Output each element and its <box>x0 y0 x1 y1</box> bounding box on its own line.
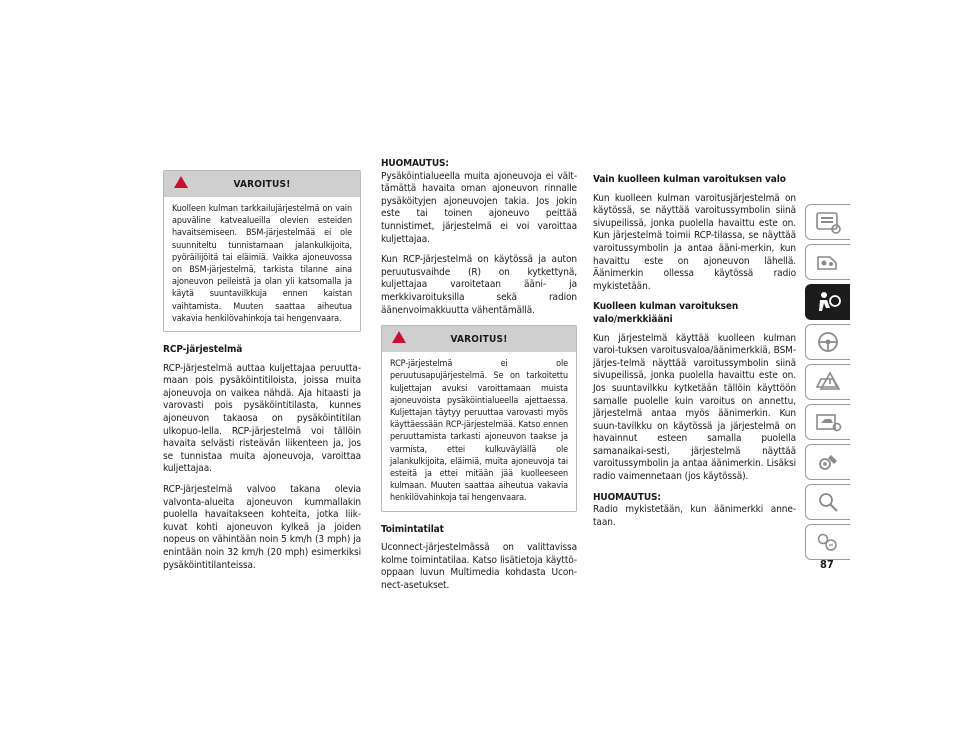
tab-driving[interactable] <box>805 324 850 360</box>
rcp-paragraph-2: RCP-järjestelmä valvoo takana olevia valvonta-alueita ajoneuvon kummallakin puolella havaitakseen kohteita, jotka liik-kuvat kohti ajoneuvon kylkeä ja joiden nopeus on vähintään noin 5 km/h (3 mph) ja enintään noin 32 km/h (20 mph) esimerkiksi pysäköintitilanteissa. <box>163 483 361 571</box>
column-middle <box>381 158 577 601</box>
tab-car-info[interactable] <box>805 204 850 240</box>
note-text: Radio mykistetään, kun äänimerkki anne-taan. <box>593 504 796 528</box>
column-left <box>163 170 361 580</box>
warning-text: Kuolleen kulman tarkkailujärjestelmä on vain apuväline katvealueilla olevien esteiden havaitsemiseen. BSM-järjestelmää ei ole suunniteltu tunnistamaan jalankulkijoita, pyöräilijöitä tai eläimiä. Vaikka ajoneuvossa on BSM-järjestelmä, tarkista tilanne aina ajoneuvon peileistä ja olan yli katsomalla ja käytä suuntavilkkuja ennen kaistan vaihtamista. Muuten saattaa aiheutua vakavia henkilövahinkoja tai hengenvaara. <box>172 204 352 324</box>
tab-search[interactable] <box>805 484 850 520</box>
blind-spot-chime-heading: Kuolleen kulman varoituksen valo/merkkiääni <box>593 301 739 325</box>
warning-body <box>164 197 360 331</box>
tab-emergency[interactable] <box>805 364 850 400</box>
rcp-paragraph-1: RCP-järjestelmä auttaa kuljettajaa peruutta-maan pois pysäköintitiloista, joissa muita ajoneuvoja on vaikea nähdä. Aja hitaasti ja varovasti pois pysäköintitilasta, kunnes ajoneuvon takaosa on pysäköintitilan ulkopuo-lella. RCP-järjestelmä voi tällöin havaita selvästi risteävän liikenteen ja, jos se tunnistaa muita ajoneuvoja, varoittaa kuljettajaa. <box>163 362 361 475</box>
warning-title: VAROITUS! <box>450 333 508 345</box>
warning-text: RCP-järjestelmä ei ole peruutusapujärjestelmä. Se on tarkoitettu kuljettajan avuksi varoittamaan muista ajoneuvoista pysäköintialueella ajettaessa. Kuljettajan täytyy peruuttaa varovasti myös käyttäessään RCP-järjestelmää. Katso ennen peruuttamista tarkasti ajoneuvon taakse ja varmista, ettei kulkuväylällä ole jalankulkijoita, eläimiä, muita ajoneuvoja tai esteitä ja ettei mitään jää kuolleeseen kulmaan. Muuten saattaa aiheutua vakavia henkilövahinkoja tai hengenvaara. <box>390 359 568 504</box>
warning-header <box>164 171 360 197</box>
rcp-heading: RCP-järjestelmä <box>163 344 243 356</box>
blind-spot-heading: Vain kuolleen kulman varoituksen valo <box>593 174 786 185</box>
tab-safety[interactable] <box>805 284 850 320</box>
warning-header <box>382 326 576 352</box>
note-text: Pysäköintialueella muita ajoneuvoja ei vält-tämättä havaita oman ajoneuvon rinnalle pysäköityjen ajoneuvojen takia. Jos jokin este tai toinen ajoneuvo peittää tunnistimet, järjestelmä ei voi varoittaa kuljettajaa. <box>381 170 577 245</box>
warning-triangle-icon <box>174 176 188 188</box>
safety-airbag-icon <box>813 289 843 315</box>
warning-box-bsm <box>163 170 361 332</box>
note-label: HUOMAUTUS: <box>593 491 661 503</box>
blind-spot-chime-paragraph: Kun järjestelmä käyttää kuolleen kulman varoi-tuksen varoitusvaloa/äänimerkkiä, BSM-järjes-telmä näyttää varoitussymbolin siinä sivupeilissä, jonka puolella havaittu este on. Jos suuntavilkku kytketään tällöin käyttöön samalle puolelle kuin varoitus on annettu, järjestelmä antaa myös äänimerkin. Kun suun-tavilkku on käytössä ja järjestelmä on havainnut esteen samalla puolella samanaikai-sesti, järjestelmä näyttää varoitussymbolin ja antaa äänimerkin. Lisäksi radio vaimennetaan (jos käytössä). <box>593 332 796 483</box>
warning-box-rcp <box>381 325 577 511</box>
note-label: HUOMAUTUS: <box>381 158 449 169</box>
magnifier-icon <box>813 489 843 515</box>
tab-language[interactable] <box>805 524 850 560</box>
chapter-tab-bar <box>805 204 850 564</box>
dashboard-icon <box>813 249 843 275</box>
service-car-icon <box>813 409 843 435</box>
steering-wheel-icon <box>813 329 843 355</box>
warning-body <box>382 352 576 510</box>
emergency-icon <box>813 369 843 395</box>
rcp-warning-paragraph: Kun RCP-järjestelmä on käytössä ja auton peruutusvaihde (R) on kytkettynä, kuljettajaa varoitetaan ääni- ja merkkivaroituksilla sekä radion äänenvoimakkuutta vähentämällä. <box>381 254 577 316</box>
warning-title: VAROITUS! <box>233 178 291 190</box>
car-info-icon <box>813 209 843 235</box>
blind-spot-paragraph: Kun kuolleen kulman varoitusjärjestelmä on käytössä, se näyttää varoitussymbolin siinä sivupeilissä, jonka puolella havaittu este on. Kun järjestelmä toimii RCP-tilassa, se näyttää varoitussymbolin ja antaa ääni-merkin, kun havaittu este on ajoneuvon lähellä. Äänimerkin ollessa käytössä radio mykistetään. <box>593 192 796 292</box>
tab-dashboard[interactable] <box>805 244 850 280</box>
wrench-gear-icon <box>813 449 843 475</box>
tab-service[interactable] <box>805 404 850 440</box>
warning-triangle-icon <box>392 331 406 343</box>
page-number: 87 <box>820 558 834 571</box>
modes-heading: Toimintatilat <box>381 523 444 535</box>
modes-paragraph: Uconnect-järjestelmässä on valittavissa kolme toimintatilaa. Katso lisätietoja käyttö-oppaan luvun Multimedia kohdasta Ucon-nect-asetukset. <box>381 542 577 591</box>
column-right <box>593 170 796 537</box>
tab-technical[interactable] <box>805 444 850 480</box>
language-icon <box>813 529 843 555</box>
